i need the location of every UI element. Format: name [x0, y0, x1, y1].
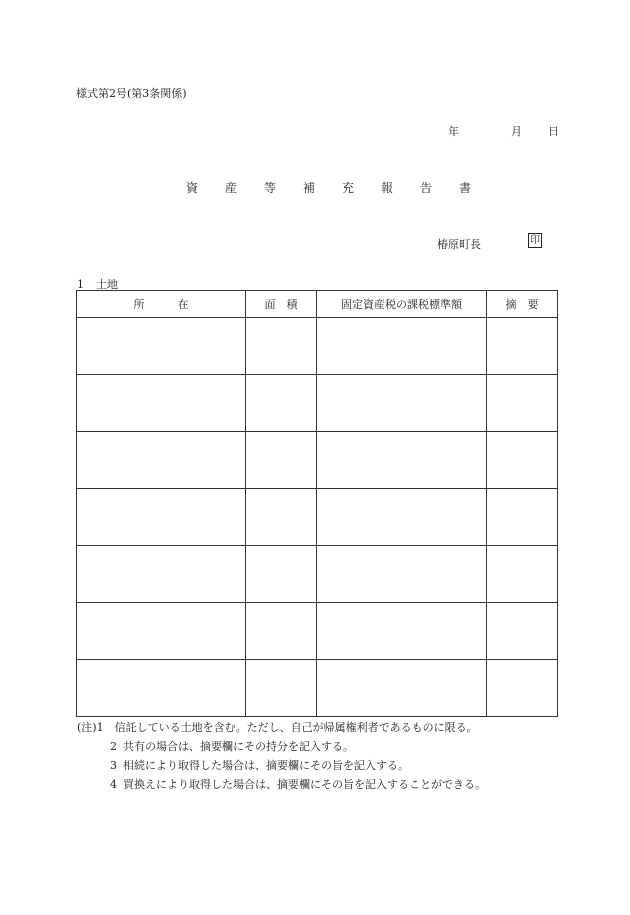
cell-area[interactable] [246, 603, 317, 660]
date-day-label: 日 [548, 125, 559, 138]
cell-tax-base[interactable] [317, 432, 487, 489]
cell-remarks[interactable] [487, 375, 558, 432]
table-row [77, 489, 558, 546]
section-title: 土地 [96, 278, 118, 291]
cell-remarks[interactable] [487, 489, 558, 546]
cell-tax-base[interactable] [317, 489, 487, 546]
note-item [77, 775, 486, 794]
cell-area[interactable] [246, 489, 317, 546]
cell-remarks[interactable] [487, 660, 558, 717]
table-row [77, 603, 558, 660]
note-text: 相続により取得した場合は、摘要欄にその旨を記入する。 [123, 759, 409, 772]
table-header-row [77, 291, 558, 318]
cell-location[interactable] [77, 603, 246, 660]
cell-location[interactable] [77, 546, 246, 603]
note-index: 2 [110, 740, 117, 753]
form-number: 様式第2号(第3条関係) [76, 87, 187, 100]
date-line [448, 123, 559, 139]
cell-tax-base[interactable] [317, 603, 487, 660]
notes [77, 718, 486, 794]
cell-area[interactable] [246, 318, 317, 375]
cell-remarks[interactable] [487, 432, 558, 489]
table-row [77, 546, 558, 603]
note-item [77, 737, 486, 756]
header-tax-base: 固定資産税の課税標準額 [317, 291, 487, 318]
date-year-label: 年 [448, 125, 459, 138]
cell-tax-base[interactable] [317, 318, 487, 375]
cell-location[interactable] [77, 375, 246, 432]
cell-location[interactable] [77, 318, 246, 375]
cell-area[interactable] [246, 432, 317, 489]
table-row [77, 660, 558, 717]
note-index: 4 [110, 778, 117, 791]
cell-remarks[interactable] [487, 318, 558, 375]
note-text: 信託している土地を含む。ただし、自己が帰属権利者であるものに限る。 [114, 721, 478, 734]
cell-remarks[interactable] [487, 546, 558, 603]
cell-location[interactable] [77, 660, 246, 717]
note-text: 共有の場合は、摘要欄にその持分を記入する。 [123, 740, 354, 753]
notes-label: (注) [77, 721, 97, 734]
header-area: 面 積 [246, 291, 317, 318]
land-table [76, 290, 558, 717]
cell-location[interactable] [77, 489, 246, 546]
table-row [77, 432, 558, 489]
addressee: 椿原町長 [437, 238, 481, 251]
cell-tax-base[interactable] [317, 546, 487, 603]
date-month-label: 月 [511, 125, 522, 138]
table-row [77, 375, 558, 432]
cell-tax-base[interactable] [317, 660, 487, 717]
cell-area[interactable] [246, 546, 317, 603]
cell-tax-base[interactable] [317, 375, 487, 432]
table-row [77, 318, 558, 375]
cell-remarks[interactable] [487, 603, 558, 660]
section-number: 1 [77, 278, 84, 291]
cell-area[interactable] [246, 660, 317, 717]
note-item [77, 756, 486, 775]
cell-location[interactable] [77, 432, 246, 489]
note-item [77, 718, 486, 737]
note-text: 買換えにより取得した場合は、摘要欄にその旨を記入することができる。 [123, 778, 486, 791]
cell-area[interactable] [246, 375, 317, 432]
document-title: 資産等補充報告書 [186, 181, 499, 195]
seal-mark: 印 [530, 235, 540, 246]
header-location: 所 在 [77, 291, 246, 318]
note-index: 3 [110, 759, 117, 772]
note-index: 1 [96, 721, 104, 734]
header-remarks: 摘 要 [487, 291, 558, 318]
